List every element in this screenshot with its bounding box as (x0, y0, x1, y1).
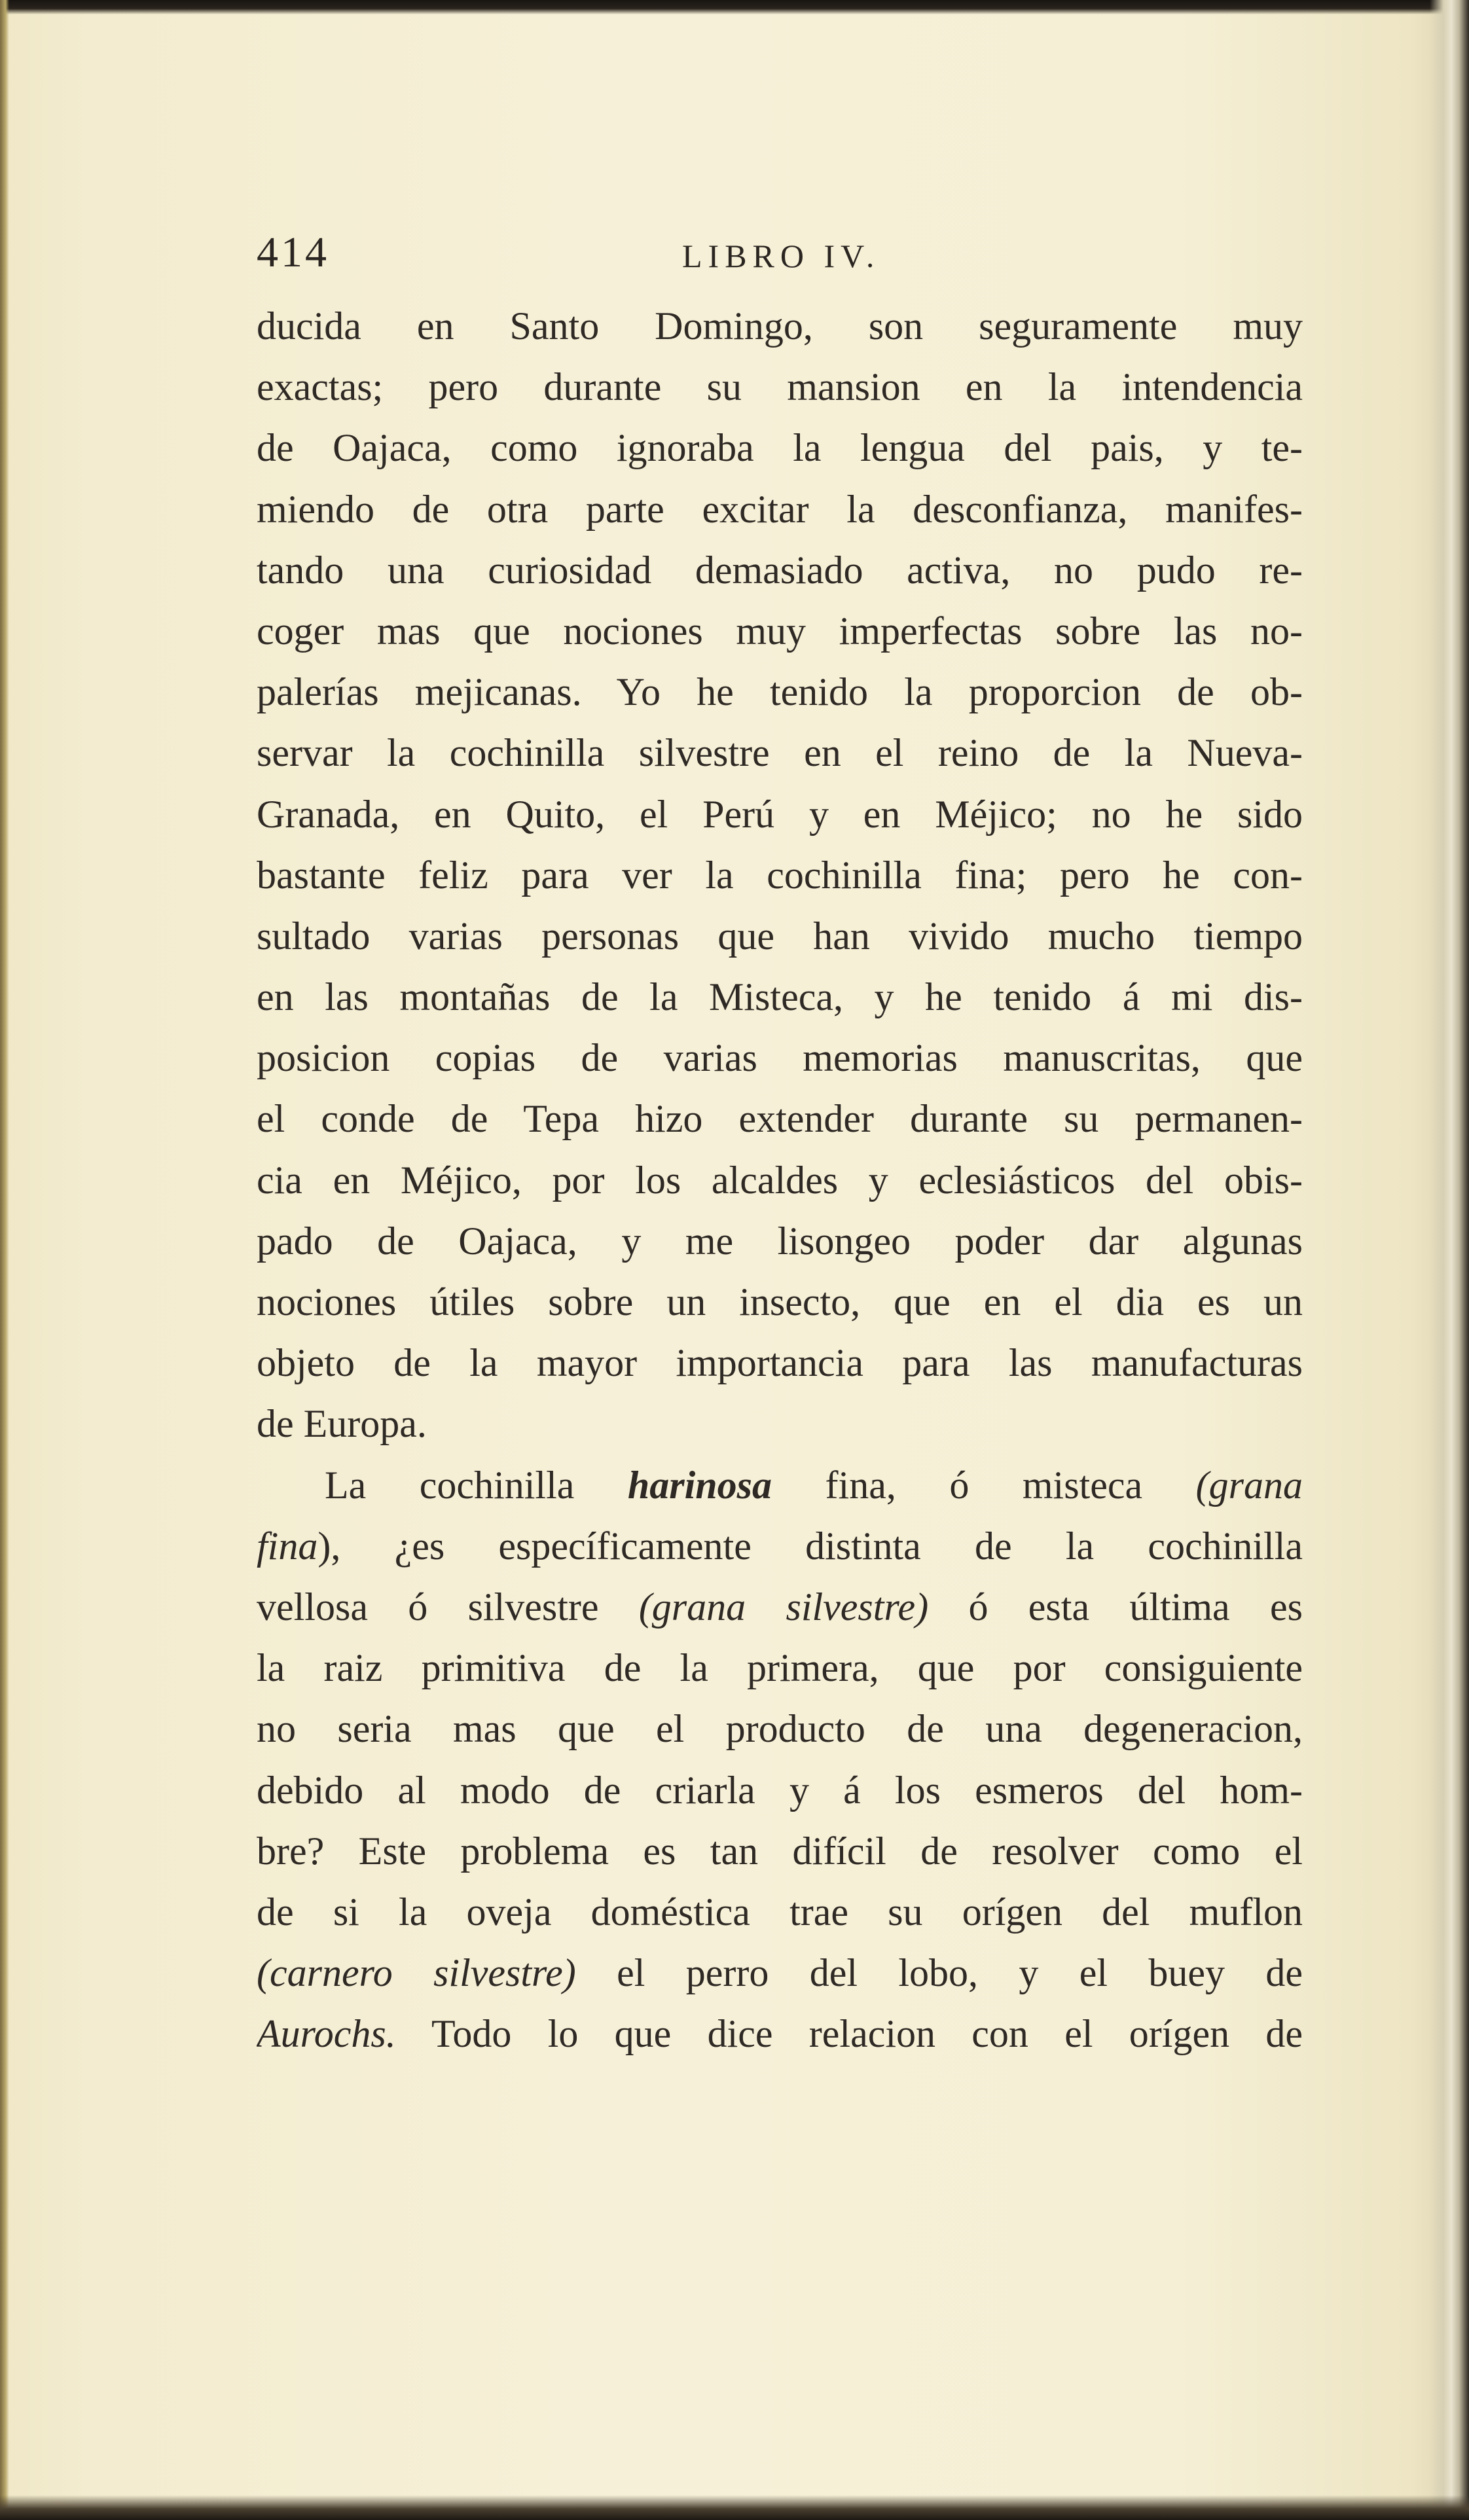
page-number: 414 (257, 228, 329, 276)
text-run: ó esta última es (928, 1585, 1303, 1629)
bottom-page-shadow (0, 2495, 1469, 2520)
text-run: el perro del lobo, y el buey de (575, 1951, 1303, 1995)
text-line: de Oajaca, como ignoraba la lengua del pais, y te- (257, 426, 1303, 470)
text-line (257, 1943, 1303, 2004)
text-line: debido al modo de criarla y á los esmeros del hom- (257, 1768, 1303, 1812)
text-line: el conde de Tepa hizo extender durante su permanen- (257, 1097, 1303, 1141)
text-line: posicion copias de varias memorias manuscritas, que (257, 1036, 1303, 1080)
text-line: sultado varias personas que han vivido mucho tiempo (257, 914, 1303, 958)
text-line: coger mas que nociones muy imperfectas sobre las no- (257, 609, 1303, 653)
text-line: de Europa. (257, 1402, 427, 1446)
italic-term: Aurochs. (257, 2012, 396, 2056)
text-run: Todo lo que dice relacion con el orígen de (395, 2012, 1303, 2056)
italic-term: harinosa (627, 1463, 772, 1507)
text-line: ducida en Santo Domingo, son seguramente muy (257, 304, 1303, 348)
italic-term: (carnero silvestre) (257, 1951, 576, 1995)
text-line (257, 1455, 1303, 1516)
running-head: LIBRO IV. (682, 238, 880, 274)
text-line: de si la oveja doméstica trae su orígen del muflon (257, 1890, 1303, 1934)
text-line: en las montañas de la Misteca, y he tenido á mi dis- (257, 975, 1303, 1019)
text-line: nociones útiles sobre un insecto, que en el dia es un (257, 1280, 1303, 1323)
text-line: miendo de otra parte excitar la desconfianza, manifes- (257, 487, 1303, 531)
text-line (257, 1577, 1303, 1638)
text-line: exactas; pero durante su mansion en la intendencia (257, 365, 1303, 409)
text-run: vellosa ó silvestre (257, 1585, 639, 1629)
text-line: bre? Este problema es tan difícil de resolver como el (257, 1829, 1303, 1873)
text-line: palerías mejicanas. Yo he tenido la proporcion de ob- (257, 670, 1303, 714)
text-line (257, 1516, 1303, 1577)
text-run: La cochinilla (325, 1463, 628, 1507)
text-line: la raiz primitiva de la primera, que por consiguiente (257, 1646, 1303, 1690)
text-line: Granada, en Quito, el Perú y en Méjico; no he sido (257, 792, 1303, 836)
text-run: fina, ó misteca (772, 1463, 1196, 1507)
text-line: tando una curiosidad demasiado activa, no pudo re- (257, 548, 1303, 592)
text-line: pado de Oajaca, y me lisongeo poder dar algunas (257, 1219, 1303, 1263)
page-header (257, 228, 1304, 287)
text-line: no seria mas que el producto de una degeneracion, (257, 1707, 1303, 1751)
italic-term: fina (257, 1524, 318, 1568)
right-page-edge (1430, 0, 1469, 2520)
left-page-edge (0, 0, 9, 2520)
text-line: servar la cochinilla silvestre en el reino de la Nueva- (257, 731, 1303, 775)
text-line: objeto de la mayor importancia para las manufacturas (257, 1341, 1303, 1385)
italic-term: (grana (1195, 1463, 1303, 1507)
text-run: ), ¿es específicamente distinta de la cochinilla (317, 1524, 1303, 1568)
text-line: cia en Méjico, por los alcaldes y eclesiásticos del obis- (257, 1158, 1303, 1202)
top-page-shadow (0, 0, 1469, 14)
text-line: bastante feliz para ver la cochinilla fina; pero he con- (257, 853, 1303, 897)
body-text (257, 296, 1303, 2064)
text-line (257, 2004, 1303, 2064)
italic-term: (grana silvestre) (638, 1585, 929, 1629)
